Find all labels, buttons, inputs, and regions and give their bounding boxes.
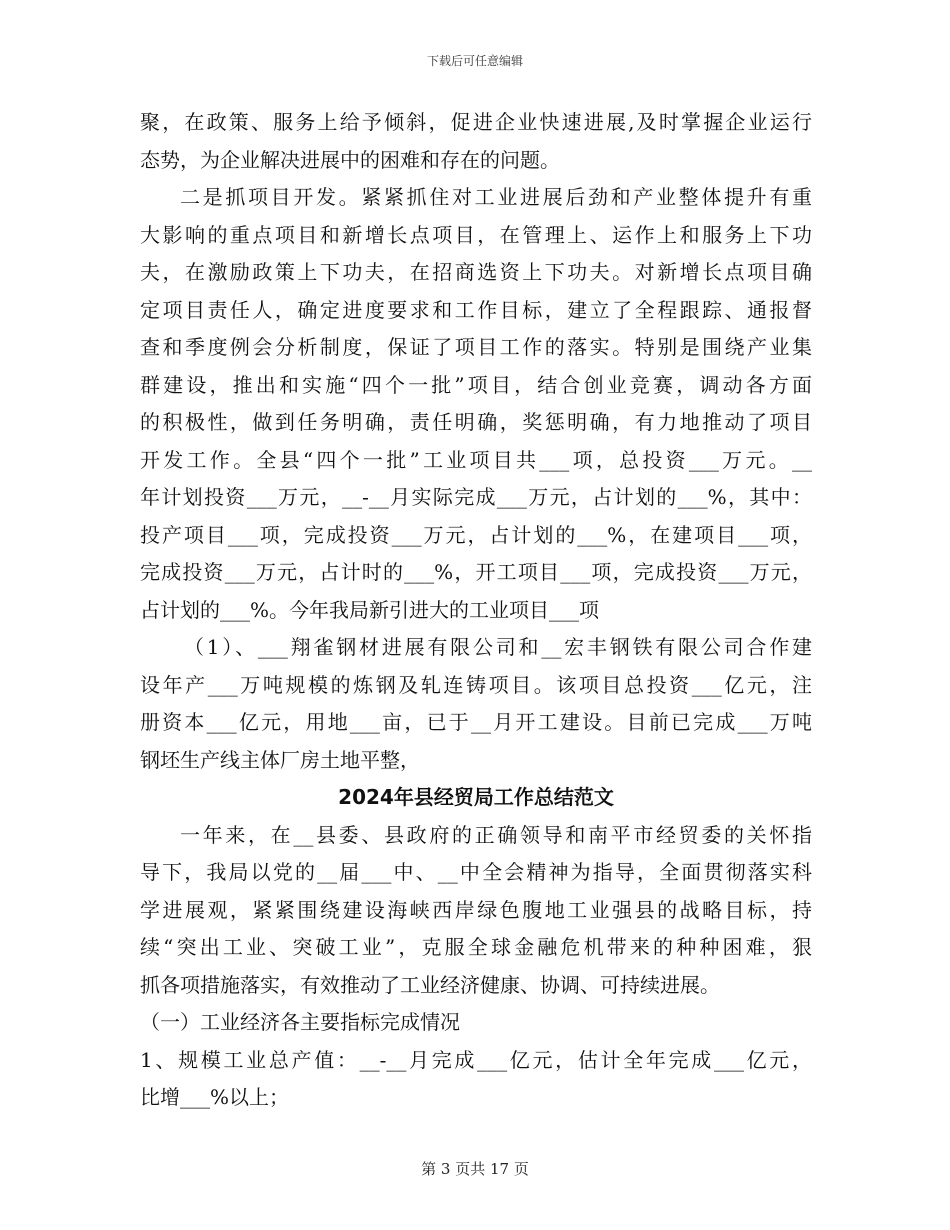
- paragraph-line: 抓各项措施落实，有效推动了工业经济健康、协调、可持续进展。: [140, 972, 720, 997]
- section-title: 2024年县经贸局工作总结范文: [338, 785, 614, 809]
- paragraph-line: 开发工作。全县“四个一批”工业项目共___项，总投资___万元。__: [140, 447, 812, 472]
- paragraph-line: 导下，我局以党的__届___中、__中全会精神为指导，全面贯彻落实科: [140, 860, 812, 884]
- paragraph-line: 续“突出工业、突破工业”，克服全球金融危机带来的种种困难，狠: [140, 935, 812, 959]
- paragraph-line: （1）、___翔雀钢材进展有限公司和__宏丰钢铁有限公司合作建: [184, 635, 812, 659]
- paragraph-line: 学进展观，紧紧围绕建设海峡西岸绿色腹地工业强县的战略目标，持: [140, 897, 812, 922]
- paragraph-line: 完成投资___万元，占计时的___%，开工项目___项，完成投资___万元，: [140, 560, 812, 584]
- page-header: 下载后可任意编辑: [426, 54, 523, 68]
- list-item: 1、规模工业总产值：__-__月完成___亿元，估计全年完成___亿元，: [140, 1047, 812, 1072]
- paragraph-line: 钢坯生产线主体厂房土地平整，: [140, 747, 420, 772]
- paragraph-line: 投产项目___项，完成投资___万元，占计划的___%，在建项目___项，: [140, 522, 812, 547]
- paragraph-line: 态势，为企业解决进展中的困难和存在的问题。: [140, 147, 560, 172]
- paragraph-line: 大影响的重点项目和新增长点项目，在管理上、运作上和服务上下功: [140, 222, 812, 247]
- paragraph-line: 册资本___亿元，用地___亩，已于__月开工建设。目前已完成___万吨: [140, 710, 812, 734]
- document-body: [140, 104, 812, 1117]
- paragraph-line: 群建设，推出和实施“四个一批”项目，结合创业竞赛，调动各方面: [140, 372, 812, 397]
- list-item-continuation: 比增___%以上；: [140, 1085, 290, 1109]
- paragraph-line: 一年来，在__县委、县政府的正确领导和南平市经贸委的关怀指: [180, 822, 812, 847]
- paragraph-line: 设年产___万吨规模的炼钢及轧连铸项目。该项目总投资___亿元，注: [140, 672, 812, 697]
- paragraph-line: 聚，在政策、服务上给予倾斜，促进企业快速进展,及时掌握企业运行: [140, 110, 812, 134]
- subsection-heading: （一）工业经济各主要指标完成情况: [140, 1010, 460, 1034]
- paragraph-line: 夫，在激励政策上下功夫，在招商选资上下功夫。对新增长点项目确: [140, 260, 812, 284]
- paragraph-line: 年计划投资___万元，__-__月实际完成___万元，占计划的___%，其中：: [140, 485, 812, 509]
- paragraph-line: 占计划的___%。今年我局新引进大的工业项目___项: [140, 597, 600, 622]
- paragraph-line: 的积极性，做到任务明确，责任明确，奖惩明确，有力地推动了项目: [140, 410, 812, 434]
- paragraph-line: 二是抓项目开发。紧紧抓住对工业进展后劲和产业整体提升有重: [180, 185, 812, 209]
- page-number: 第 3 页共 17 页: [421, 1160, 529, 1178]
- paragraph-line: 定项目责任人，确定进度要求和工作目标，建立了全程跟踪、通报督: [140, 297, 812, 322]
- paragraph-line: 查和季度例会分析制度，保证了项目工作的落实。特别是围绕产业集: [140, 335, 812, 359]
